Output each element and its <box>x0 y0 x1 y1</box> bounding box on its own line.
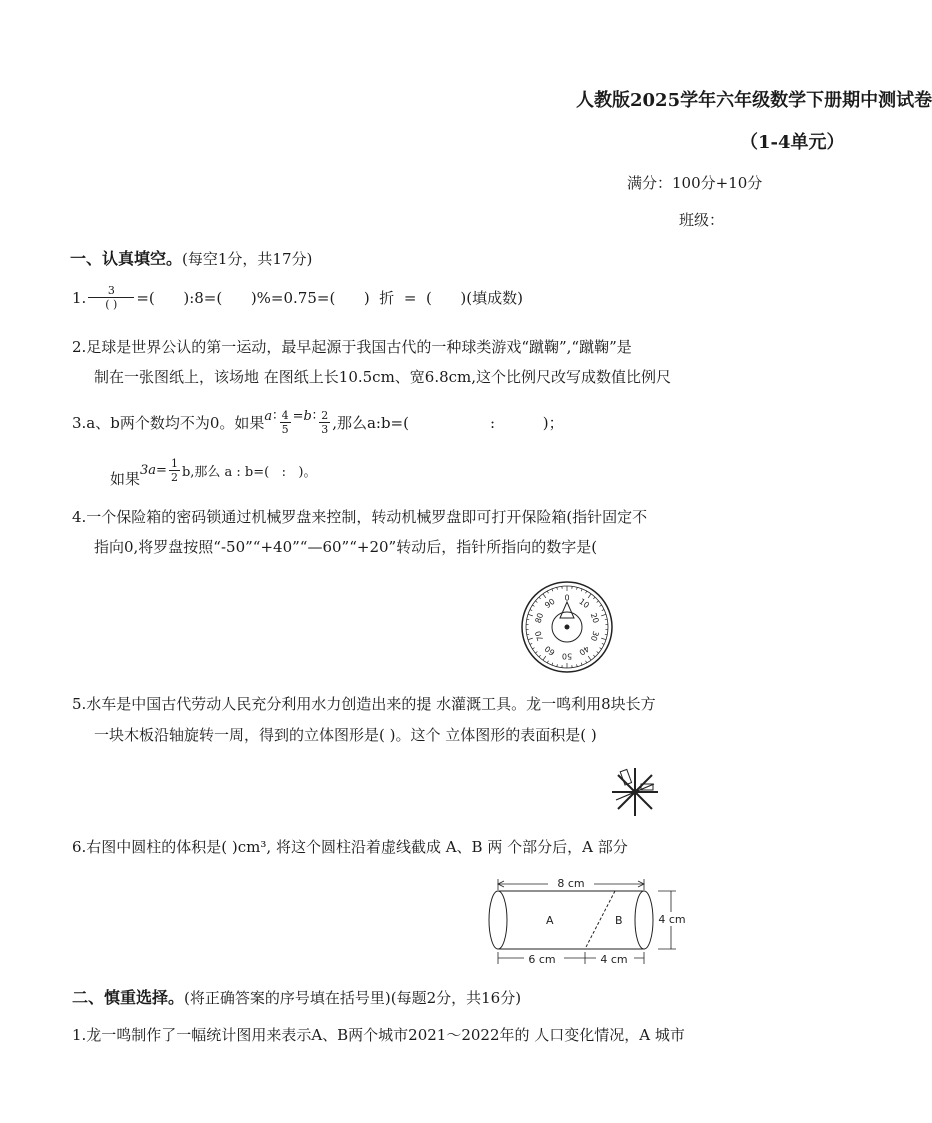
q1-3-line2-prefix: 如果 <box>110 470 141 488</box>
dial-tick <box>601 614 606 616</box>
dial-tick <box>535 601 537 603</box>
dial-center <box>565 625 570 630</box>
section1-heading-row <box>70 246 312 269</box>
dial-tick <box>532 605 534 606</box>
dial-tick <box>535 652 537 654</box>
q1-3-line2-frac <box>169 458 180 483</box>
dial-label-0: 0 <box>564 593 570 603</box>
dial-tick <box>600 648 602 649</box>
dial-tick <box>532 648 534 649</box>
dial-tick <box>602 643 604 644</box>
dial-label-60: 60 <box>543 643 557 658</box>
dial-tick <box>581 589 582 591</box>
combination-dial <box>520 580 614 674</box>
q1-1-num: 1. <box>72 288 87 307</box>
q1-3-frac2 <box>319 410 330 435</box>
class-line: 班级： <box>679 211 725 229</box>
score-line: 满分：100分+10分 <box>627 174 763 192</box>
dial-tick <box>543 594 546 598</box>
dial-tick <box>600 605 602 606</box>
dial-label-20: 20 <box>588 611 601 625</box>
cylinder-part-a: A <box>546 914 554 927</box>
dial-tick <box>597 601 599 603</box>
dial-tick <box>557 664 558 666</box>
dial-label-80: 80 <box>533 611 546 625</box>
q1-3-frac1 <box>280 410 291 435</box>
q1-2-line1: 2.足球是世界公认的第一运动，最早起源于我国古代的一种球类游戏“蹴鞠”,“蹴鞠”是 <box>72 338 632 356</box>
q1-1 <box>72 285 523 310</box>
dial-tick <box>602 610 604 611</box>
exam-title: 人教版2025学年六年级数学下册期中测试卷 <box>576 90 932 111</box>
dial-tick <box>597 652 599 654</box>
dial-tick <box>593 597 595 599</box>
q1-3-line2 <box>110 457 317 488</box>
q1-1-text: =( ):8=( )%=0.75=( ) 折 = ( )(填成数) <box>136 289 523 307</box>
q1-3-colon2: ∶ <box>312 409 317 424</box>
cylinder-top-label: 8 cm <box>557 877 585 890</box>
q1-3-line2-frac-den: 2 <box>170 471 178 484</box>
dial-label-50: 50 <box>561 651 573 661</box>
cylinder-right-end <box>635 891 653 949</box>
dial-label-40: 40 <box>577 643 591 658</box>
cylinder-figure <box>478 872 688 968</box>
dial-label-70: 70 <box>533 629 546 643</box>
section2-note: (将正确答案的序号填在括号里)(每题2分，共16分) <box>184 989 522 1007</box>
dial-tick <box>586 661 587 663</box>
dial-tick <box>581 663 582 665</box>
q2-1-line1: 1.龙一鸣制作了一幅统计图用来表示A、B两个城市2021～2022年的 人口变化情况，A 城市 <box>72 1026 685 1044</box>
q1-3-prefix: 3.a、b两个数均不为0。如果 <box>72 414 265 432</box>
cylinder-cut-line <box>585 891 615 949</box>
dial-tick <box>557 587 558 589</box>
q1-1-frac-num: 3 <box>107 284 115 297</box>
dial-tick <box>539 597 541 599</box>
section1-heading: 一、认真填空。 <box>70 249 183 268</box>
q1-1-fraction <box>88 285 134 310</box>
q1-3-frac2-den: 3 <box>321 423 329 436</box>
q1-5-line2: 一块木板沿轴旋转一周，得到的立体图形是( )。这个 立体图形的表面积是( ) <box>94 726 597 744</box>
q1-3-line2-3a: 3a= <box>140 463 167 478</box>
q1-3-var-a: a <box>264 409 273 424</box>
cylinder-height-label: 4 cm <box>658 913 686 926</box>
dial-tick <box>552 663 553 665</box>
cylinder-left-end <box>489 891 507 949</box>
q1-4-line1: 4.一个保险箱的密码锁通过机械罗盘来控制，转动机械罗盘即可打开保险箱(指针固定不 <box>72 508 648 526</box>
q1-1-frac-den: ( ) <box>105 298 118 311</box>
dial-tick <box>543 656 546 660</box>
dial-pointer <box>560 602 574 618</box>
dial-tick <box>530 610 532 611</box>
q1-3-line1 <box>72 410 564 435</box>
cylinder-part-b: B <box>615 914 623 927</box>
dial-tick <box>601 638 606 640</box>
q1-3-line2-frac-num: 1 <box>170 457 178 470</box>
q1-3-colon: ∶ <box>273 409 277 424</box>
q1-3-frac2-num: 2 <box>321 409 329 422</box>
dial-tick <box>528 614 533 616</box>
dial-tick <box>588 656 591 660</box>
dial-tick <box>577 587 578 589</box>
q1-3-frac1-num: 4 <box>281 409 289 422</box>
dial-tick <box>586 591 587 593</box>
section1-note: (每空1分，共17分) <box>182 250 313 268</box>
q1-4-line2: 指向0,将罗盘按照“-50”“+40”“—60”“+20”转动后，指针所指向的数字是( <box>94 538 598 556</box>
dial-tick <box>528 638 533 640</box>
dial-label-90: 90 <box>543 596 557 611</box>
q1-6-line1: 6.右图中圆柱的体积是( )cm³, 将这个圆柱沿着虚线截成 A、B 两 个部分后，A 部分 <box>72 838 628 856</box>
dial-tick <box>593 655 595 657</box>
dial-tick <box>588 594 591 598</box>
q1-3-eq: = <box>292 409 304 424</box>
dial-tick <box>530 643 532 644</box>
q1-3-line2-rest: b,那么 a : b=( : )。 <box>181 465 317 480</box>
q1-2-line2: 制在一张图纸上，该场地 在图纸上长10.5cm、宽6.8cm,这个比例尺改写成数值比例尺 <box>94 368 672 386</box>
dial-tick <box>552 589 553 591</box>
dial-tick <box>547 661 548 663</box>
q1-3-var-b: b <box>303 409 312 424</box>
dial-tick <box>577 664 578 666</box>
dial-tick <box>547 591 548 593</box>
section2-heading-row <box>72 985 521 1008</box>
dial-label-30: 30 <box>588 629 601 643</box>
q1-3-frac1-den: 5 <box>281 423 289 436</box>
water-wheel-figure <box>608 764 662 820</box>
q1-3-suffix: ,那么a:b=( : )； <box>332 414 564 432</box>
exam-subtitle: （1-4单元） <box>740 132 845 153</box>
dial-label-10: 10 <box>577 596 591 611</box>
cylinder-bottom-left-label: 6 cm <box>528 953 556 966</box>
q1-5-line1: 5.水车是中国古代劳动人民充分利用水力创造出来的提 水灌溉工具。龙一鸣利用8块长方 <box>72 695 656 713</box>
section2-heading: 二、慎重选择。 <box>72 988 185 1007</box>
dial-tick <box>539 655 541 657</box>
cylinder-bottom-right-label: 4 cm <box>600 953 628 966</box>
